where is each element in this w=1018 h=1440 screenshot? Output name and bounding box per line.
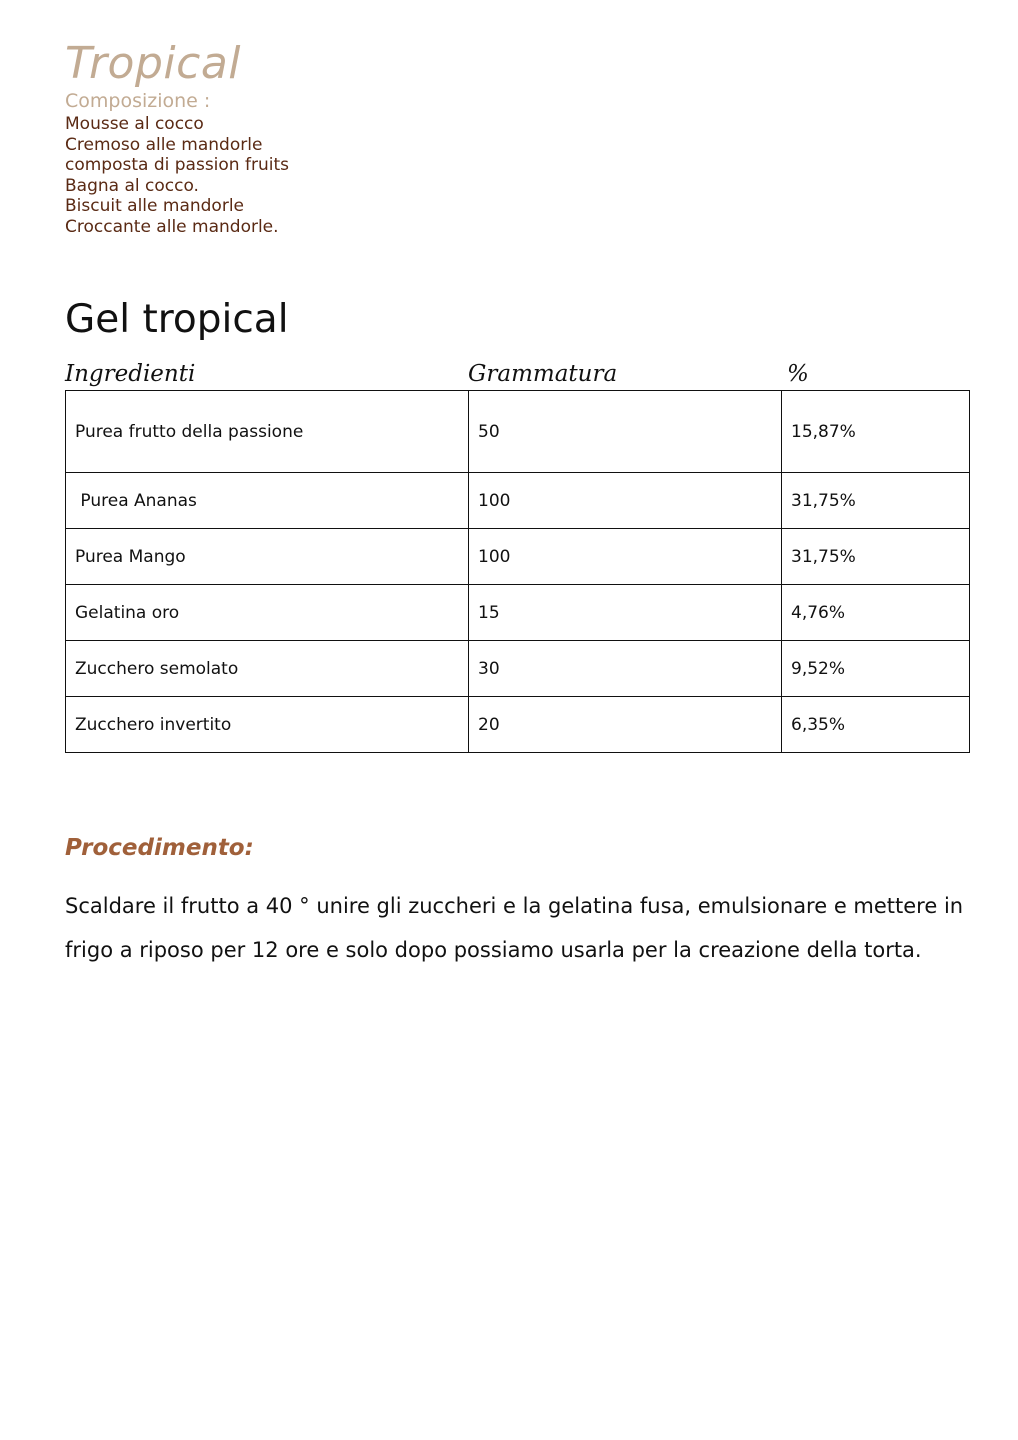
grams-cell: 100 bbox=[469, 529, 782, 585]
table-row bbox=[66, 697, 970, 753]
recipe-header bbox=[65, 36, 289, 237]
grams-cell: 30 bbox=[469, 641, 782, 697]
table-row bbox=[66, 473, 970, 529]
grams-cell: 15 bbox=[469, 585, 782, 641]
grams-cell: 50 bbox=[469, 391, 782, 473]
procedure-title: Procedimento: bbox=[65, 835, 254, 861]
section-title: Gel tropical bbox=[65, 297, 289, 342]
composition-list bbox=[65, 114, 289, 237]
percent-cell: 6,35% bbox=[782, 697, 970, 753]
grams-cell: 20 bbox=[469, 697, 782, 753]
composition-item: Croccante alle mandorle. bbox=[65, 216, 279, 237]
percent-cell: 15,87% bbox=[782, 391, 970, 473]
ingredient-cell: Gelatina oro bbox=[66, 585, 469, 641]
table-row bbox=[66, 585, 970, 641]
percent-cell: 9,52% bbox=[782, 641, 970, 697]
ingredient-cell: Purea Ananas bbox=[66, 473, 469, 529]
column-header-grams: Grammatura bbox=[468, 361, 618, 387]
composition-item: Mousse al cocco bbox=[65, 114, 204, 134]
table-column-headers bbox=[65, 358, 968, 390]
ingredient-cell: Purea frutto della passione bbox=[66, 391, 469, 473]
composition-label: Composizione : bbox=[65, 90, 211, 112]
composition-item: Cremoso alle mandorle bbox=[65, 134, 263, 155]
procedure-text: Scaldare il frutto a 40 ° unire gli zuccheri e la gelatina fusa, emulsionare e mettere in frigo a riposo per 12 ore e solo dopo possiamo usarla per la creazione della torta. bbox=[65, 894, 964, 962]
table-row bbox=[66, 529, 970, 585]
percent-cell: 31,75% bbox=[782, 473, 970, 529]
composition-item: Bagna al cocco. bbox=[65, 175, 199, 196]
composition-item: composta di passion fruits bbox=[65, 155, 289, 175]
column-header-ingredients: Ingredienti bbox=[65, 361, 196, 387]
ingredients-table bbox=[65, 390, 970, 753]
ingredient-cell: Purea Mango bbox=[66, 529, 469, 585]
percent-cell: 31,75% bbox=[782, 529, 970, 585]
composition-item: Biscuit alle mandorle bbox=[65, 196, 244, 216]
grams-cell: 100 bbox=[469, 473, 782, 529]
table-row bbox=[66, 641, 970, 697]
percent-cell: 4,76% bbox=[782, 585, 970, 641]
table-row bbox=[66, 391, 970, 473]
recipe-title: Tropical bbox=[65, 38, 242, 89]
ingredient-cell: Zucchero invertito bbox=[66, 697, 469, 753]
ingredient-cell: Zucchero semolato bbox=[66, 641, 469, 697]
column-header-percent: % bbox=[787, 361, 809, 387]
